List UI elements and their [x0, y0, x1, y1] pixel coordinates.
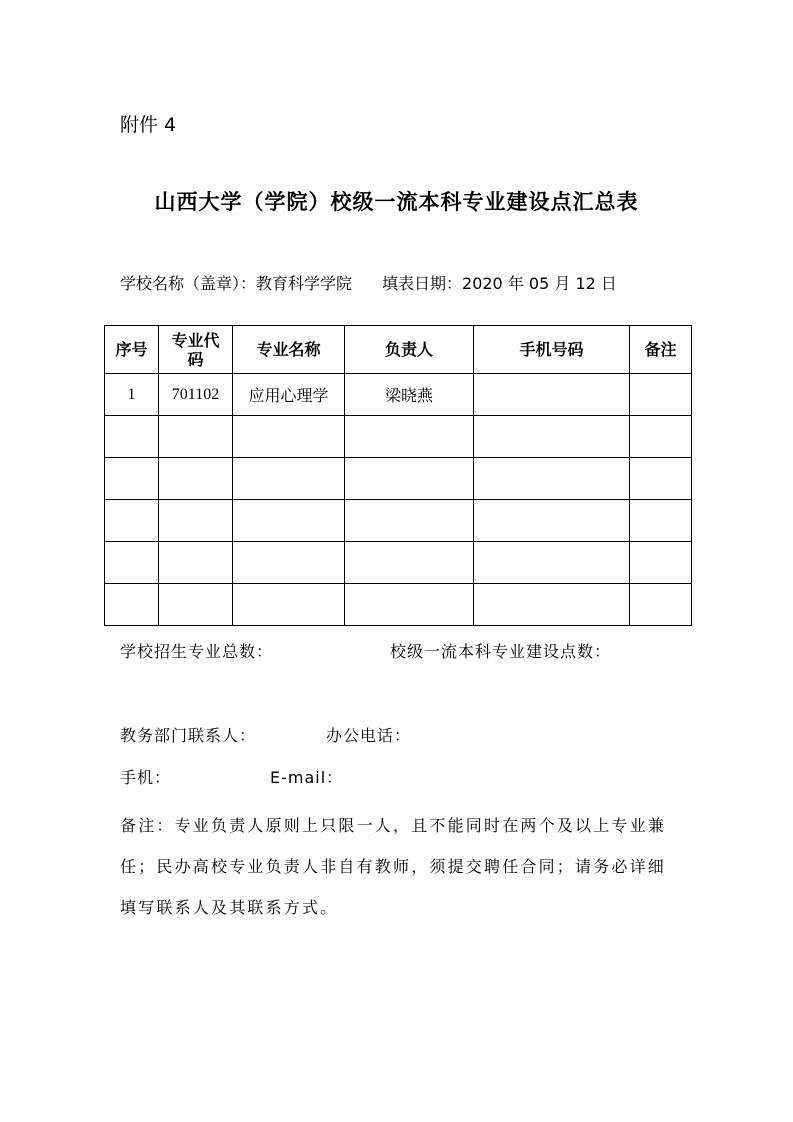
cell-mobile [474, 500, 630, 542]
cell-remarks [630, 500, 692, 542]
header-major-name: 专业名称 [233, 326, 345, 374]
table-row [105, 500, 692, 542]
cell-remarks [630, 542, 692, 584]
cell-remarks [630, 374, 692, 416]
form-meta [120, 271, 617, 294]
header-major-code-line2: 码 [187, 349, 204, 369]
school-name-label: 学校名称（盖章）：教育科学学院 [120, 274, 353, 293]
cell-remarks [630, 416, 692, 458]
office-phone-label: 办公电话： [326, 726, 412, 745]
cell-major-name: 应用心理学 [233, 374, 345, 416]
cell-person-in-charge [345, 542, 474, 584]
page-title: 山西大学（学院）校级一流本科专业建设点汇总表 [154, 190, 639, 214]
cell-person-in-charge [345, 584, 474, 626]
totals-line [120, 639, 612, 662]
attachment-label: 附件 4 [120, 114, 177, 136]
enroll-major-total-label: 学校招生专业总数： [120, 642, 274, 661]
cell-person-in-charge [345, 458, 474, 500]
cell-major-code [159, 584, 233, 626]
cell-major-name [233, 416, 345, 458]
header-serial: 序号 [105, 326, 159, 374]
cell-major-code [159, 542, 233, 584]
header-person-in-charge: 负责人 [345, 326, 474, 374]
cell-remarks [630, 584, 692, 626]
fill-date-label: 填表日期：2020 年 05 月 12 日 [382, 274, 617, 293]
table-row [105, 374, 692, 416]
contact-line [120, 723, 412, 746]
header-remarks: 备注 [630, 326, 692, 374]
cell-serial [105, 458, 159, 500]
cell-person-in-charge [345, 416, 474, 458]
table-row [105, 458, 692, 500]
cell-person-in-charge [345, 500, 474, 542]
cell-mobile [474, 374, 630, 416]
cell-mobile [474, 542, 630, 584]
header-major-code-line1: 专业代 [171, 330, 220, 350]
cell-mobile [474, 416, 630, 458]
email-label: E-mail： [270, 768, 344, 787]
cell-major-name [233, 458, 345, 500]
cell-major-code [159, 500, 233, 542]
cell-major-code [159, 458, 233, 500]
cell-mobile [474, 458, 630, 500]
office-contact-label: 教务部门联系人： [120, 726, 257, 745]
table-header-row [105, 326, 692, 374]
cell-major-name [233, 500, 345, 542]
summary-table [104, 325, 692, 626]
cell-major-name [233, 584, 345, 626]
header-major-code [159, 326, 233, 374]
table-row [105, 416, 692, 458]
cell-major-name [233, 542, 345, 584]
cell-mobile [474, 584, 630, 626]
cell-major-code [159, 416, 233, 458]
cell-serial [105, 584, 159, 626]
cell-serial [105, 542, 159, 584]
table-row [105, 584, 692, 626]
table-row [105, 542, 692, 584]
cell-major-code: 701102 [159, 374, 233, 416]
cell-serial: 1 [105, 374, 159, 416]
mobile-label: 手机： [120, 768, 172, 787]
cell-serial [105, 500, 159, 542]
cell-serial [105, 416, 159, 458]
cell-remarks [630, 458, 692, 500]
mobile-email-line [120, 765, 344, 788]
remarks-note: 备注：专业负责人原则上只限一人，且不能同时在两个及以上专业兼任；民办高校专业负责人非自有教师，须提交聘任合同；请务必详细填写联系人及其联系方式。 [120, 816, 667, 917]
header-mobile: 手机号码 [474, 326, 630, 374]
cell-person-in-charge: 梁晓燕 [345, 374, 474, 416]
first-class-major-count-label: 校级一流本科专业建设点数： [390, 642, 612, 661]
